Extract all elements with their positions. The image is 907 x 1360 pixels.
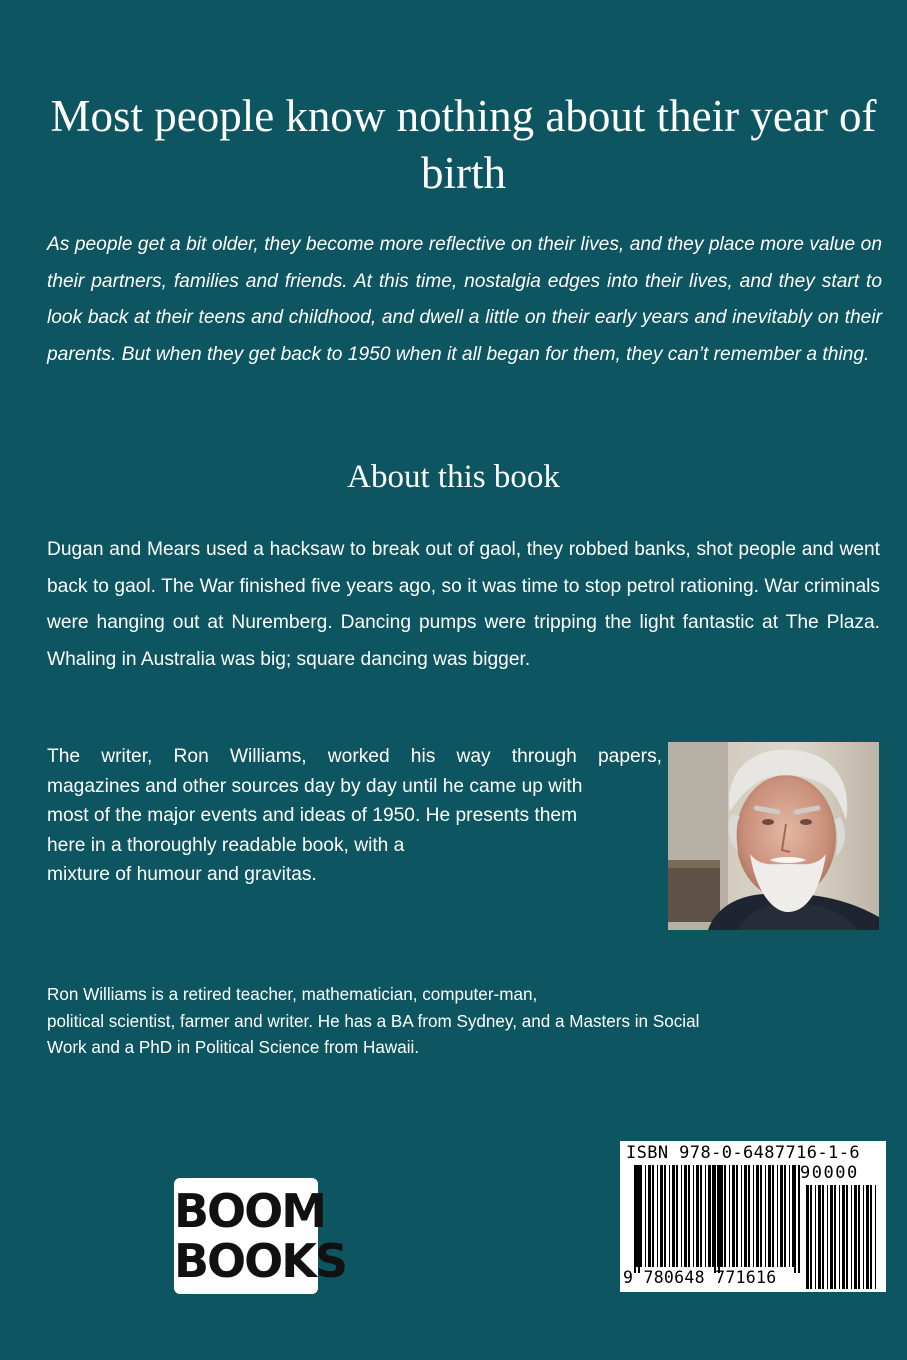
section-title: About this book <box>347 459 560 495</box>
writer-line: The writer, Ron Williams, worked his way through papers, <box>47 746 662 767</box>
logo-line-2: BOOKS <box>174 1234 347 1288</box>
isbn-barcode <box>620 1141 886 1292</box>
intro-paragraph: As people get a bit older, they become more reflective on their lives, and they place more value on their partners, families and friends. At this time, nostalgia edges into their lives, and they start to look back at their teens and childhood, and dwell a little on their early years and inevitably on their parents. But when they get back to 1950 when it all began for them, they can’t remember a thing. <box>47 234 882 365</box>
isbn-label: ISBN 978-0-6487716-1-6 <box>626 1143 860 1163</box>
barcode-addon-number: 90000 <box>800 1163 859 1183</box>
bio-line: Ron Williams is a retired teacher, mathematician, computer-man, <box>47 985 538 1004</box>
writer-line: here in a thoroughly readable book, with a <box>47 834 405 856</box>
author-portrait <box>668 742 879 930</box>
logo-line-1: BOOM <box>174 1184 326 1238</box>
headline: Most people know nothing about their year of birth <box>50 91 877 198</box>
about-paragraph: Dugan and Mears used a hacksaw to break out of gaol, they robbed banks, shot people and went back to gaol. The War finished five years ago, so it was time to stop petrol rationing. War criminals were hanging out at Nuremberg. Dancing pumps were tripping the light fantastic at The Plaza. Whaling in Australia was big; square dancing was bigger. <box>47 539 880 670</box>
writer-line: mixture of humour and gravitas. <box>47 864 317 885</box>
writer-line: magazines and other sources day by day until he came up with <box>47 775 583 797</box>
writer-paragraph <box>47 742 665 890</box>
publisher-logo <box>174 1178 347 1294</box>
ean-number: 9 780648 771616 <box>623 1268 777 1287</box>
bio-line: political scientist, farmer and writer. He has a BA from Sydney, and a Masters in Social <box>47 1011 700 1031</box>
bio-line: Work and a PhD in Political Science from Hawaii. <box>47 1038 420 1058</box>
writer-line: most of the major events and ideas of 1950. He presents them <box>47 805 578 826</box>
bio-paragraph <box>47 982 892 1062</box>
